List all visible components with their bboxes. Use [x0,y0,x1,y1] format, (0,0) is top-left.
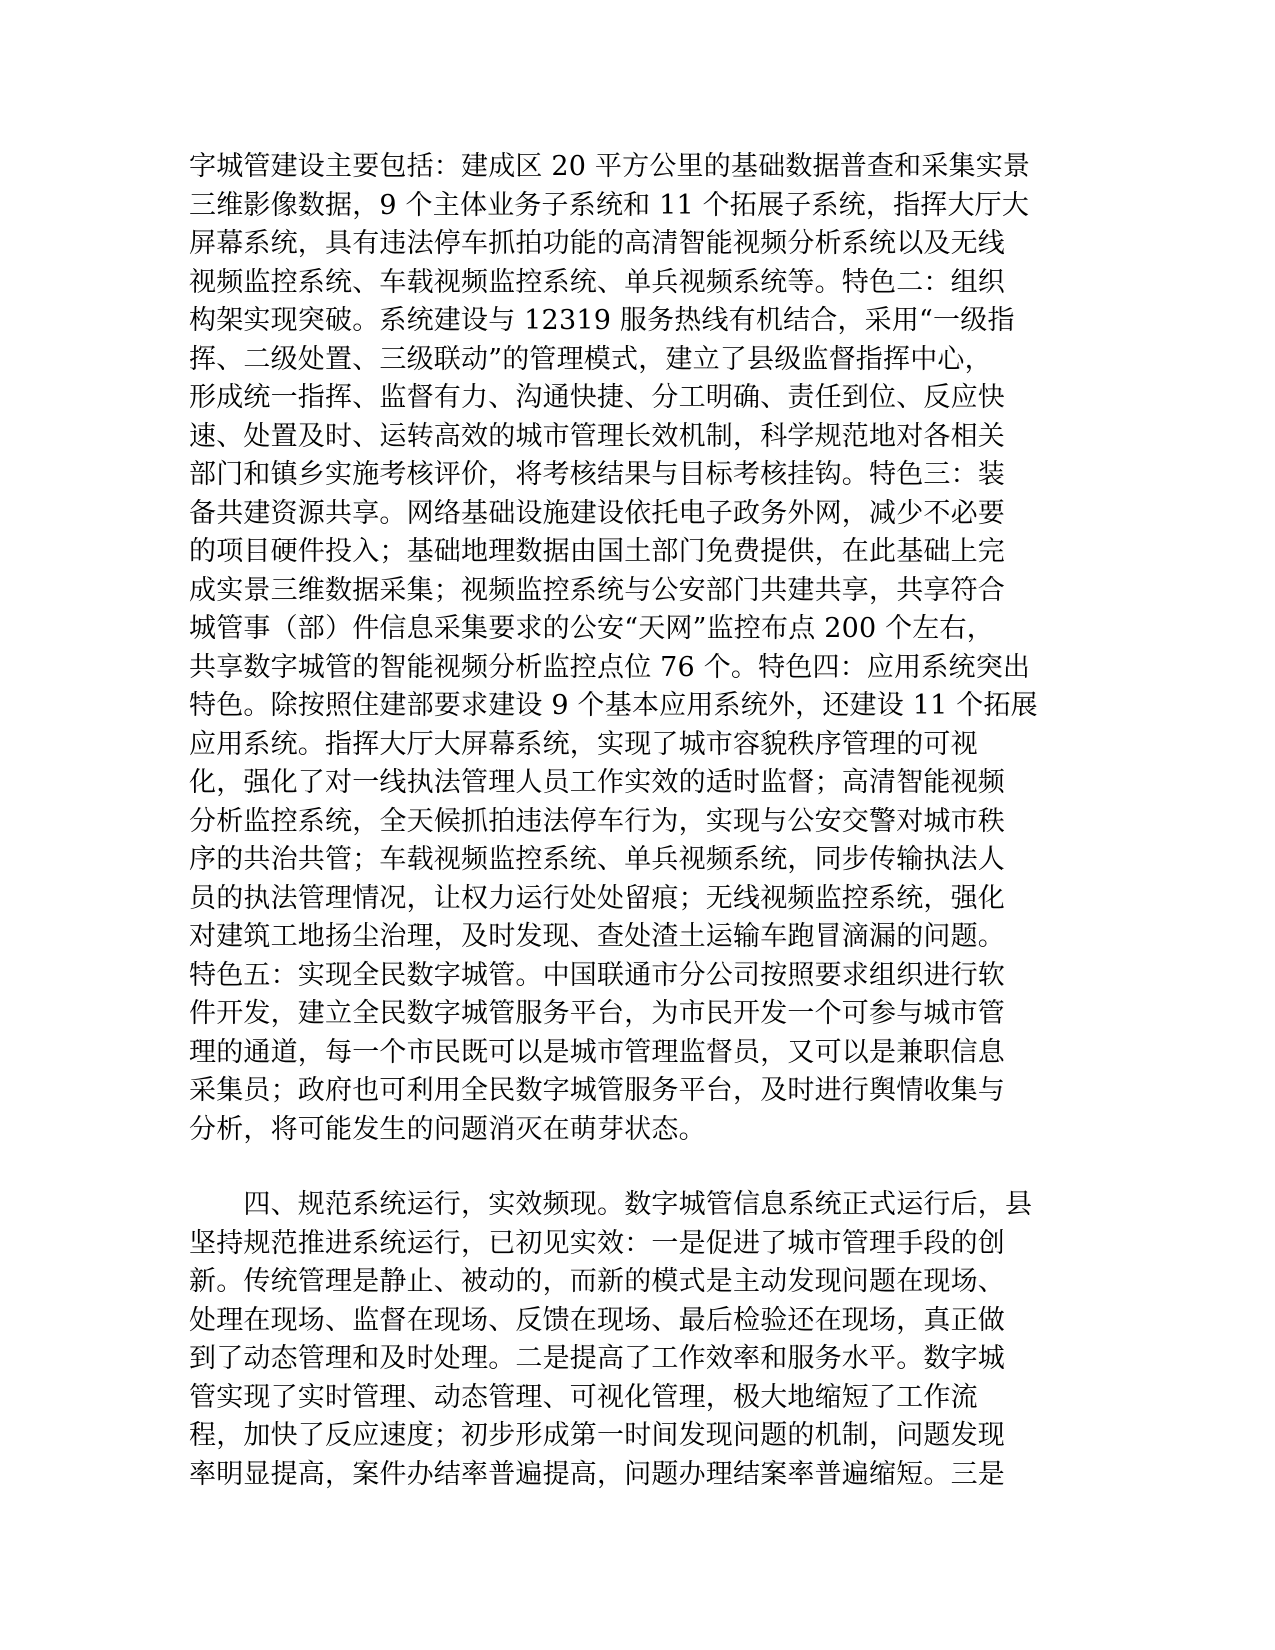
text-line: 员的执法管理情况，让权力运行处处留痕；无线视频监控系统，强化 [189,882,1005,914]
text-line: 三维影像数据，9 个主体业务子系统和 11 个拓展子系统，指挥大厅大 [189,189,1030,221]
text-line: 应用系统。指挥大厅大屏幕系统，实现了城市容貌秩序管理的可视 [189,728,978,760]
text-line: 管实现了实时管理、动态管理、可视化管理，极大地缩短了工作流 [189,1381,978,1413]
text-line: 城管事（部）件信息采集要求的公安“天网”监控布点 200 个左右， [189,613,994,644]
text-line: 处理在现场、监督在现场、反馈在现场、最后检验还在现场，真正做 [189,1304,1005,1336]
text-line: 构架实现突破。系统建设与 12319 服务热线有机结合，采用“一级指 [189,305,1015,336]
text-line: 部门和镇乡实施考核评价，将考核结果与目标考核挂钩。特色三：装 [189,459,1005,490]
text-line: 特色五：实现全民数字城管。中国联通市分公司按照要求组织进行软 [189,959,1005,991]
text-line: 挥、二级处置、三级联动”的管理模式，建立了县级监督指挥中心， [189,343,992,375]
text-line: 共享数字城管的智能视频分析监控点位 76 个。特色四：应用系统突出 [189,651,1031,683]
text-line: 屏幕系统，具有违法停车抓拍功能的高清智能视频分析系统以及无线 [189,228,1005,259]
text-line: 视频监控系统、车载视频监控系统、单兵视频系统等。特色二：组织 [189,266,1005,298]
text-line: 理的通道，每一个市民既可以是城市管理监督员，又可以是兼职信息 [189,1036,1005,1068]
text-line: 到了动态管理和及时处理。二是提高了工作效率和服务水平。数字城 [189,1343,1005,1374]
text-line: 采集员；政府也可利用全民数字城管服务平台，及时进行舆情收集与 [189,1075,1005,1106]
paragraph-section-four [189,1186,1089,1494]
text-line: 新。传统管理是静止、被动的，而新的模式是主动发现问题在现场、 [189,1266,1005,1297]
text-line: 形成统一指挥、监督有力、沟通快捷、分工明确、责任到位、反应快 [189,382,1005,413]
text-line: 程，加快了反应速度；初步形成第一时间发现问题的机制，问题发现 [189,1420,1005,1451]
text-line: 四、规范系统运行，实效频现。数字城管信息系统正式运行后，县 [189,1189,1033,1220]
text-line: 的项目硬件投入；基础地理数据由国土部门免费提供，在此基础上完 [189,536,1005,567]
text-line: 备共建资源共享。网络基础设施建设依托电子政务外网，减少不必要 [189,497,1005,529]
text-line: 字城管建设主要包括：建成区 20 平方公里的基础数据普查和采集实景 [189,151,1031,182]
text-line: 分析，将可能发生的问题消灭在萌芽状态。 [189,1113,706,1145]
text-line: 分析监控系统，全天候抓拍违法停车行为，实现与公安交警对城市秩 [189,805,1005,837]
text-line: 序的共治共管；车载视频监控系统、单兵视频系统，同步传输执法人 [189,844,1005,875]
paragraph-features [189,148,1089,1149]
text-line: 特色。除按照住建部要求建设 9 个基本应用系统外，还建设 11 个拓展 [189,690,1038,721]
text-line: 对建筑工地扬尘治理，及时发现、查处渣土运输车跑冒滴漏的问题。 [189,921,1005,952]
text-line: 化，强化了对一线执法管理人员工作实效的适时监督；高清智能视频 [189,767,1005,798]
text-line: 坚持规范推进系统运行，已初见实效：一是促进了城市管理手段的创 [189,1227,1005,1259]
text-line: 速、处置及时、运转高效的城市管理长效机制，科学规范地对各相关 [189,420,1005,452]
text-line: 成实景三维数据采集；视频监控系统与公安部门共建共享，共享符合 [189,574,1005,606]
text-line: 率明显提高，案件办结率普遍提高，问题办理结案率普遍缩短。三是 [189,1458,1005,1490]
text-line: 件开发，建立全民数字城管服务平台，为市民开发一个可参与城市管 [189,998,1005,1029]
